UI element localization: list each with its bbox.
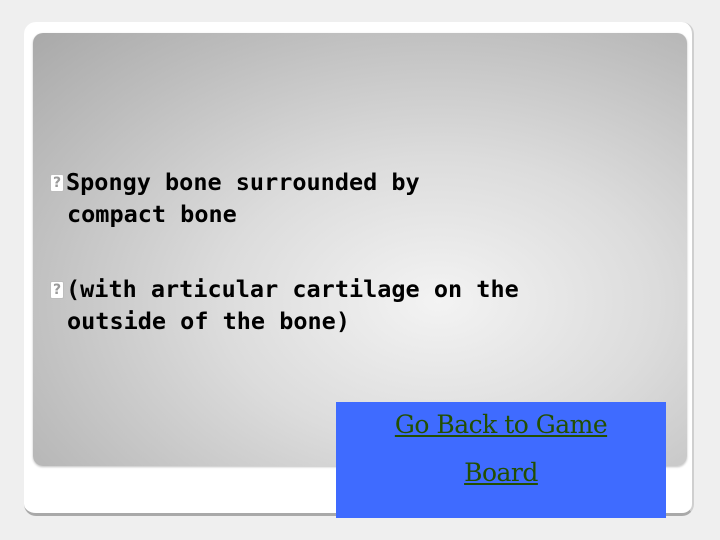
bullet-text: Spongy bone surrounded by: [66, 168, 420, 196]
bullet-text-continuation: outside of the bone): [67, 307, 350, 335]
bullet-item-articular-cartilage: [50, 273, 519, 337]
go-back-link-line-1[interactable]: Go Back to Game: [394, 410, 608, 439]
bullet-line: [50, 166, 420, 198]
bullet-text-continuation: compact bone: [67, 200, 237, 228]
bullet-item-spongy-bone: [50, 166, 420, 230]
bullet-line: [50, 273, 519, 305]
missing-glyph-box-icon: [50, 281, 64, 299]
missing-glyph-box-icon: [50, 174, 64, 192]
go-back-link-line-2[interactable]: Board: [464, 458, 538, 487]
bullet-text: (with articular cartilage on the: [66, 275, 519, 303]
go-back-to-game-board-button[interactable]: [336, 402, 666, 518]
